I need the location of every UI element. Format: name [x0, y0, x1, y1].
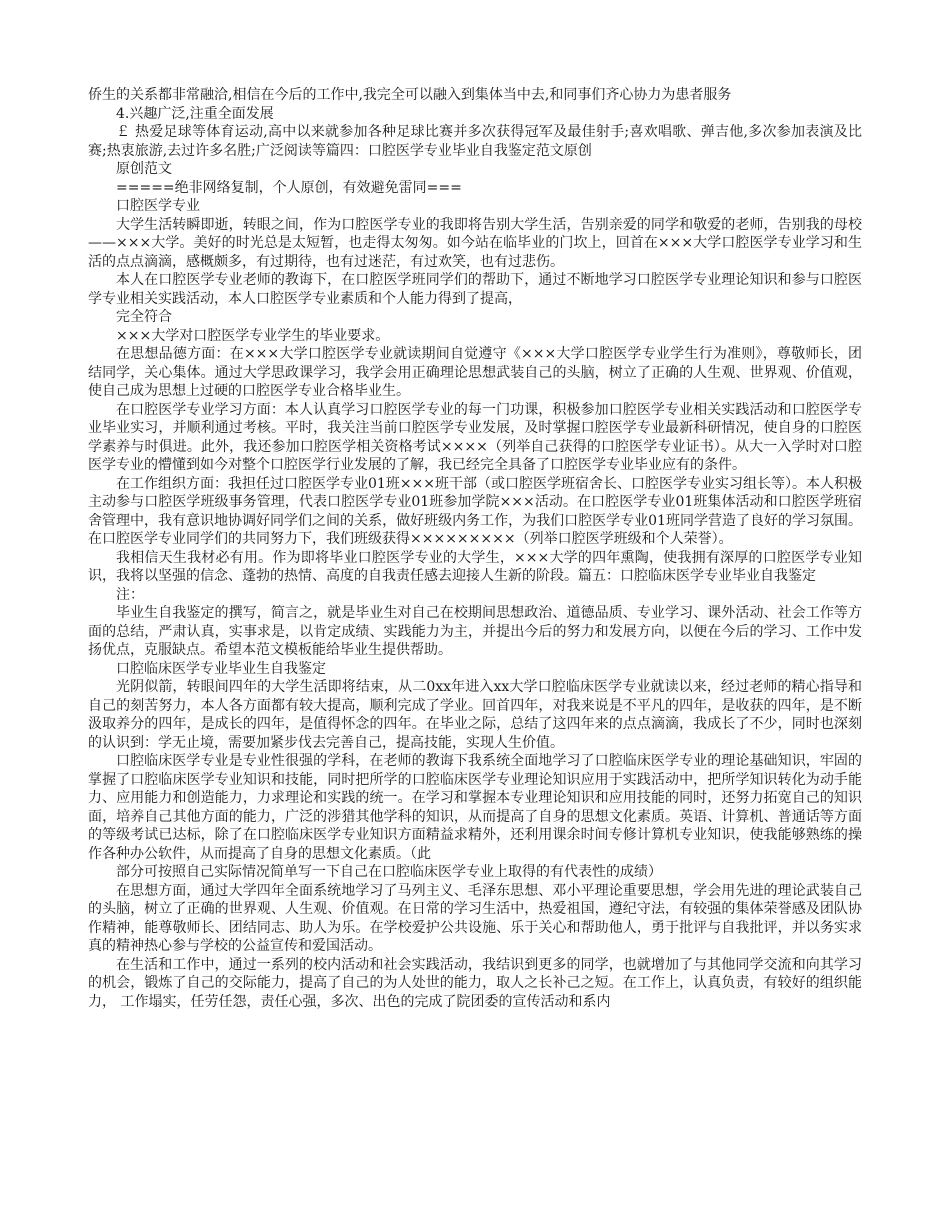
paragraph: 在口腔医学专业学习方面：本人认真学习口腔医学专业的每一门功课，积极参加口腔医学专业相关实践活动和口腔医学专业毕业实习，并顺利通过考核。平时，我关注当前口腔医学专业发展，及时掌握口腔医学专业最新科研情况，使自身的口腔医学素养与时俱进。此外，我还参加口腔医学相关资格考试××××（列举自己获得的口腔医学专业证书）。从大一入学时对口腔医学专业的懵懂到如今对整个口腔医学行业发展的了解，我已经完全具备了口腔医学专业毕业应有的条件。: [88, 401, 862, 473]
paragraph: 大学生活转瞬即逝，转眼之间，作为口腔医学专业的我即将告别大学生活，告别亲爱的同学和敬爱的老师，告别我的母校——×××大学。美好的时光总是太短暂，也走得太匆匆。如今站在临毕业的门坎上，回首在×××大学口腔医学专业学习和生活的点点滴滴，感概颇多，有过期待，也有过迷茫，有过欢笑，也有过悲伤。: [88, 216, 862, 270]
section-heading: 口腔医学专业: [116, 198, 200, 214]
paragraph: 在思想品德方面：在×××大学口腔医学专业就读期间自觉遵守《×××大学口腔医学专业学生行为准则》，尊敬师长，团结同学，关心集体。通过大学思政课学习，我学会用正确理论思想武装自己的头脑，树立了正确的人生观、世界观、价值观，使自己成为思想上过硬的口腔医学专业合格毕业生。: [88, 346, 862, 399]
paragraph: 本人在口腔医学专业老师的教诲下，在口腔医学班同学们的帮助下，通过不断地学习口腔医学专业理论知识和参与口腔医学专业相关实践活动，本人口腔医学专业素质和个人能力得到了提高，: [88, 272, 862, 307]
paragraph: 我相信天生我材必有用。作为即将毕业口腔医学专业的大学生，×××大学的四年熏陶，使我拥有深厚的口腔医学专业知识，我将以坚强的信念、蓬勃的热情、高度的自我责任感去迎接人生新的阶段。篇五：口腔临床医学专业毕业自我鉴定: [88, 549, 862, 584]
paragraph: 光阴似箭，转眼间四年的大学生活即将结束，从二0xx年进入xx大学口腔临床医学专业就读以来，经过老师的精心指导和自己的刻苦努力，本人各方面都有较大提高，顺利完成了学业。回首四年，对我来说是不平凡的四年，是收获的四年，是不断汲取养分的四年，是成长的四年，是值得怀念的四年。在毕业之际，总结了这四年来的点点滴滴，我成长了不少，同时也深刻的认识到：学无止境，需要加紧步伐去完善自己，提高技能，实现人生价值。: [88, 679, 862, 751]
section-heading: 口腔临床医学专业毕业生自我鉴定: [116, 660, 326, 677]
paragraph: ×××大学对口腔医学专业学生的毕业要求。: [116, 327, 390, 344]
paragraph: 原创范文: [116, 161, 172, 177]
paragraph: 在思想方面，通过大学四年全面系统地学习了马列主义、毛泽东思想、邓小平理论重要思想，学会用先进的理论武装自己的头脑，树立了正确的世界观、人生观、价值观。在日常的学习生活中，热爱祖国，遵纪守法，有较强的集体荣誉感及团队协作精神，能尊敬师长、团结同志、助人为乐。在学校爱护公共设施、乐于关心和帮助他人，勇于批评与自我批评，并以务实求真的精神热心参与学校的公益宣传和爱国活动。: [88, 882, 862, 954]
note-label: 注：: [116, 586, 144, 603]
paragraph: 毕业生自我鉴定的撰写，简言之，就是毕业生对自己在校期间思想政治、道德品质、专业学习、课外活动、社会工作等方面的总结，严肃认真，实事求是，以肯定成绩、实践能力为主，并提出今后的努力和发展方向，以便在今后的学习、工作中发扬优点，克服缺点。希望本范文模板能给毕业生提供帮助。: [88, 605, 862, 658]
paragraph: ￡ 热爱足球等体育运动,高中以来就参加各种足球比赛并多次获得冠军及最佳射手;喜欢唱歌、弹吉他,多次参加表演及比赛;热衷旅游,去过许多名胜;广泛阅读等篇四：口腔医学专业毕业自我鉴定范文原创: [88, 124, 862, 159]
paragraph: 在生活和工作中，通过一系列的校内活动和社会实践活动，我结识到更多的同学，也就增加了与其他同学交流和向其学习的机会，锻炼了自己的交际能力，提高了自己的为人处世的能力，取人之长补己之短。在工作上，认真负责，有较好的组织能力， 工作塌实，任劳任怨，责任心强，多次、出色的完成了院团委的宣传活动和系内: [88, 956, 862, 1010]
paragraph: 侨生的关系都非常融洽,相信在今后的工作中,我完全可以融入到集体当中去,和同事们齐心协力为患者服务: [88, 87, 732, 103]
paragraph: 在工作组织方面：我担任过口腔医学专业01班×××班干部（或口腔医学班宿舍长、口腔医学专业实习组长等）。本人积极主动参与口腔医学班级事务管理，代表口腔医学专业01班参加学院×××活动。在口腔医学专业01班集体活动和口腔医学班宿舍管理中，我有意识地协调好同学们之间的关系，做好班级内务工作，为我们口腔医学专业01班同学营造了良好的学习氛围。在口腔医学专业同学们的共同努力下，我们班级获得×××××××××（列举口腔医学班级和个人荣誉）。: [88, 475, 863, 547]
section-heading: 4.兴趣广泛,注重全面发展: [116, 105, 274, 122]
paragraph: 完全符合: [116, 309, 172, 325]
paragraph: 部分可按照自己实际情况简单写一下自己在口腔临床医学专业上取得的有代表性的成绩）: [116, 864, 662, 880]
paragraph: =====绝非网络复制，个人原创，有效避免雷同===: [116, 179, 462, 196]
paragraph: 口腔临床医学专业是专业性很强的学科，在老师的教诲下我系统全面地学习了口腔临床医学专业的理论基础知识，牢固的掌握了口腔临床医学专业知识和技能，同时把所学的口腔临床医学专业理论知识应用于实践活动中，把所学知识转化为动手能力、应用能力和创造能力，力求理论和实践的统一。在学习和掌握本专业理论知识和应用技能的同时，还努力拓宽自己的知识面，培养自己其他方面的能力，广泛的涉猎其他学科的知识，从而提高了自身的思想文化素质。英语、计算机、普通话等方面的等级考试已达标，除了在口腔临床医学专业知识方面精益求精外，还利用课余时间专修计算机专业知识，使我能够熟练的操作各种办公软件，从而提高了自身的思想文化素质。（此: [88, 753, 862, 862]
